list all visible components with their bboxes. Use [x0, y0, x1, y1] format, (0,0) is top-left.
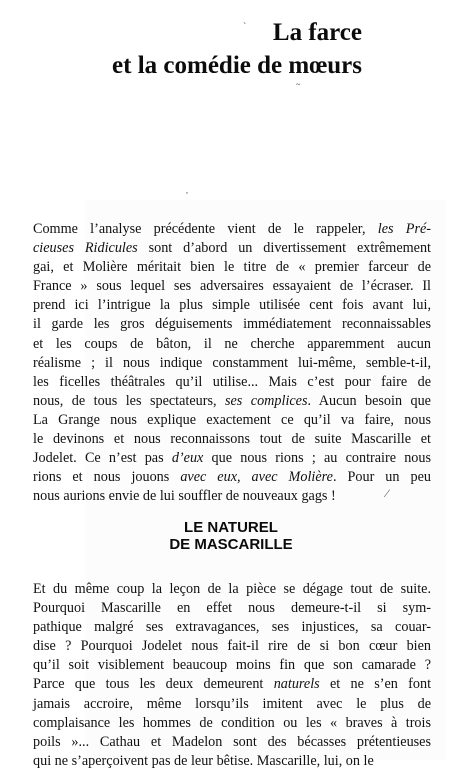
text-run: Jodelet. Ce n’est pas — [33, 450, 172, 467]
text-line — [33, 258, 431, 277]
section-heading-line-1: LE NATUREL — [184, 519, 278, 536]
text-run: dise ? Pourquoi Jodelet nous fait-il rire de si bon cœur bien — [33, 638, 431, 655]
text-line — [33, 656, 431, 675]
text-line — [33, 296, 431, 315]
text-line — [33, 449, 431, 468]
section-heading-line-2: DE MASCARILLE — [169, 536, 293, 553]
text-line — [33, 487, 431, 506]
italic-phrase: ses complices — [224, 392, 308, 409]
text-run: jamais accroire, même lorsqu’ils imitent avec le plus de — [33, 695, 431, 712]
text-line — [33, 373, 431, 392]
text-line — [33, 675, 431, 694]
text-run: les ficelles théâtrales qu’il utilise... Mais c’est pour faire de — [33, 373, 431, 390]
italic-phrase: cieuses Ridicules — [33, 240, 138, 257]
text-line — [33, 695, 431, 714]
text-run: il garde les gros déguisements immédiatement reconnaissables — [33, 316, 431, 333]
text-run: prend ici l’intrigue la plus simple utilisée cent fois avant lui, — [33, 297, 431, 314]
text-line — [33, 354, 431, 373]
text-run: Parce que tous les deux demeurent — [33, 676, 274, 693]
text-run: qui ne s’aperçoivent pas de leur bêtise. Mascarille, lui, on le — [33, 752, 374, 769]
text-line — [33, 752, 431, 771]
text-line — [33, 637, 431, 656]
text-line — [33, 580, 431, 599]
text-run: et ne s’en font — [319, 676, 432, 693]
text-run: réalisme ; il nous indique constamment lui-même, semble-t-il, — [33, 354, 431, 371]
italic-phrase: avec eux, avec Molière — [180, 469, 333, 486]
section-heading — [116, 519, 346, 553]
text-run: France » sous lequel ses adversaires essayaient de l’écraser. Il — [33, 278, 431, 295]
text-line — [33, 599, 431, 618]
text-line — [33, 430, 431, 449]
text-line — [33, 315, 431, 334]
page-title-line-2: et la comédie de mœurs — [112, 52, 362, 79]
text-line — [33, 277, 431, 296]
text-line — [33, 468, 431, 487]
text-line — [33, 714, 431, 733]
text-run: que nous rions ; au contraire nous — [203, 450, 432, 467]
text-run: Pourquoi Mascarille en effet nous demeure-t-il si sym- — [33, 600, 431, 617]
text-run: . Pour un peu — [332, 469, 431, 486]
paragraph-intro — [33, 220, 431, 506]
text-line — [33, 220, 431, 239]
text-run: nous aurions envie de lui souffler de nouveaux gags ! — [33, 488, 336, 505]
text-run: . Aucun besoin que — [307, 392, 431, 409]
text-line — [33, 618, 431, 637]
text-run: qu’il soit visiblement beaucoup moins fin que son camarade ? — [33, 657, 431, 674]
page-title-line-1: La farce — [272, 19, 362, 46]
text-run: Et du même coup la leçon de la pièce se dégage tout de suite. — [33, 581, 431, 597]
italic-phrase: naturels — [273, 676, 320, 693]
text-run: nous, de tous les spectateurs, — [33, 392, 225, 409]
italic-phrase: les Pré- — [377, 221, 431, 237]
text-run: pathique malgré ses extravagances, ses injustices, sa couar- — [33, 619, 431, 636]
text-run: le devinons et nous reconnaissons tout de suite Mascarille et — [33, 431, 431, 448]
text-run: rions et nous jouons — [33, 469, 181, 486]
text-line — [33, 392, 431, 411]
text-line — [33, 733, 431, 752]
text-line — [33, 239, 431, 258]
scan-speck: ~ — [296, 80, 301, 89]
text-run: gai, et Molière méritait bien le titre de « premier farceur de — [33, 259, 431, 276]
text-line — [33, 411, 431, 430]
text-run: poils »... Cathau et Madelon sont des bécasses prétentieuses — [33, 733, 431, 750]
text-run: Comme l’analyse précédente vient de le rappeler, — [33, 221, 378, 237]
italic-phrase: d’eux — [171, 450, 204, 467]
scan-speck: ` — [243, 22, 247, 33]
text-line — [33, 335, 431, 354]
scan-speck: , — [186, 186, 188, 195]
paragraph-naturel — [33, 580, 431, 771]
text-run: complaisance les hommes de condition ou les « braves à trois — [33, 714, 431, 731]
scan-speck: ⁄ — [386, 486, 389, 500]
text-run: La Grange nous explique exactement ce qu’il va faire, nous — [33, 411, 431, 428]
text-run: sont d’abord un divertissement extrêmement — [137, 240, 432, 257]
text-run: et les coups de bâton, il ne cherche apparemment aucun — [33, 335, 431, 352]
